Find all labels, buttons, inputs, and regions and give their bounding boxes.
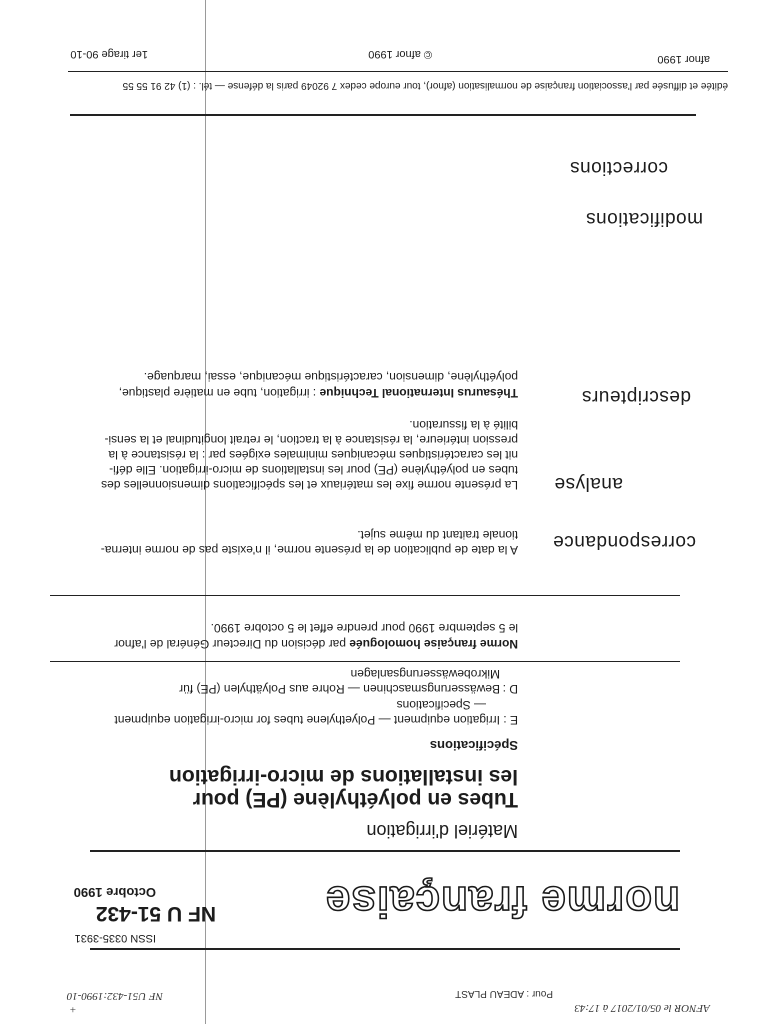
- document-title-line1: Tubes en polyéthylène (PE) pour: [192, 788, 518, 811]
- stamp-recipient: Pour : ADEAU PLAST: [455, 988, 553, 999]
- stamp-plus: +: [69, 1003, 76, 1015]
- analyse-text-line3: nit les caractéristiques mécaniques minimales exigées par : la résistance à la: [108, 448, 518, 462]
- printing-info: 1er tirage 90-10: [70, 48, 148, 60]
- homologation-rule: [50, 661, 680, 662]
- descripteurs-label: descripteurs: [581, 386, 691, 407]
- de-title-line2: Mikrobewässerungsanlagen: [350, 667, 500, 681]
- en-title-line1: Irrigation equipment — Polyethylene tubes for micro-irrigation equipment: [114, 713, 500, 727]
- en-title-line2: — Specifications: [396, 698, 486, 712]
- correspondance-label: correspondance: [552, 531, 696, 552]
- specifications-subtitle: Spécifications: [429, 738, 518, 753]
- en-prefix: E :: [503, 713, 518, 727]
- footer-bottom-rule: [68, 71, 728, 72]
- homologation-line2: le 5 septembre 1990 pour prendre effet le 5 octobre 1990.: [210, 621, 518, 635]
- norme-francaise-title: norme française: [325, 877, 680, 926]
- corrections-label: corrections: [569, 157, 668, 178]
- header-rule: [90, 948, 680, 950]
- homologation-keyword: Norme française homologuée: [349, 637, 518, 651]
- scan-fold-line: [205, 0, 206, 1024]
- correspondance-rule: [50, 595, 680, 596]
- descripteurs-line1-rest: : irrigation, tube en matière plastique,: [118, 386, 320, 400]
- standard-reference: NF U 51-432: [95, 902, 216, 925]
- analyse-text-line4: pression intérieure, la résistance à la traction, le retrait longitudinal et la sensi-: [104, 433, 518, 447]
- footer-rule: [70, 114, 696, 116]
- analyse-text-line5: bilité à la fissuration.: [409, 418, 518, 432]
- analyse-text-line2: tubes en polyéthylène (PE) pour les installations de micro-irrigation. Elle défi-: [109, 463, 518, 477]
- title-rule: [90, 850, 680, 852]
- analyse-text-line1: La présente norme fixe les matériaux et les spécifications dimensionnelles des: [101, 478, 518, 492]
- modifications-label: modifications: [585, 208, 703, 229]
- homologation-line1: [114, 636, 518, 651]
- de-prefix: D :: [502, 682, 518, 696]
- homologation-line1-rest: par décision du Directeur Général de l'afnor: [114, 637, 350, 651]
- descripteurs-text-line1: [119, 385, 518, 400]
- copyright-left: afnor 1990: [657, 53, 710, 65]
- correspondance-text-line2: tionale traitant du même sujet.: [357, 528, 518, 542]
- descripteurs-text-line2: polyéthylène, dimension, caractéristique mécanique, essai, marquage.: [143, 370, 518, 384]
- correspondance-text-line1: A la date de publication de la présente norme, il n'existe pas de norme interna-: [100, 543, 518, 557]
- material-heading: Matériel d'irrigation: [366, 821, 518, 841]
- copyright-center: © afnor 1990: [368, 48, 432, 60]
- publisher-line: éditée et diffusée par l'association française de normalisation (afnor), tour europe cedex 7 92049 paris la défense — tél. : (1) 42 91 55 55: [122, 80, 728, 91]
- de-title-line1: Bewässerungsmaschinen — Rohre aus Polyäthylen (PE) für: [179, 682, 500, 696]
- analyse-label: analyse: [554, 473, 623, 494]
- document-title-line2: les installations de micro-irrigation: [169, 765, 518, 788]
- stamp-date: AFNOR le 05/01/2017 à 17:43: [574, 1002, 710, 1014]
- issn: ISSN 0335-3931: [74, 932, 156, 944]
- stamp-reference: NF U51-432:1990-10: [66, 990, 163, 1002]
- publication-date: Octobre 1990: [73, 885, 156, 900]
- thesaurus-keyword: Thésaurus International Technique: [319, 386, 518, 400]
